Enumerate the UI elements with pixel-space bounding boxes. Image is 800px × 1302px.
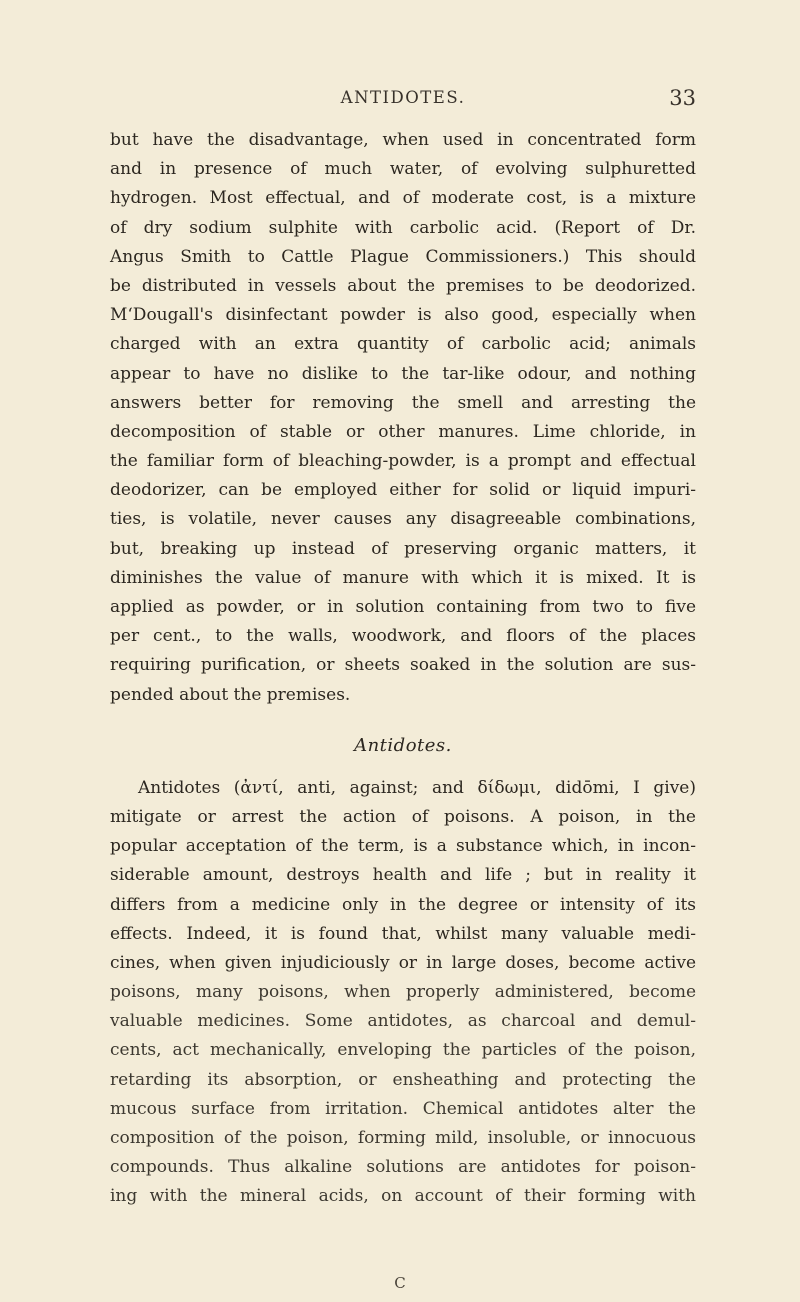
text-line: ing with the mineral acids, on account of their forming with [110,1186,696,1207]
text-line: siderable amount, destroys health and life ; but in reality it [110,865,696,886]
text-line: differs from a medicine only in the degree or intensity of its [110,894,696,915]
text-line: valuable medicines. Some antidotes, as charcoal and demul- [110,1011,696,1032]
running-head [110,88,696,116]
text-line: answers better for removing the smell and arresting the [110,392,696,413]
text-line: composition of the poison, forming mild, insoluble, or innocuous [110,1128,696,1148]
text-line: diminishes the value of manure with which it is mixed. It is [110,567,696,588]
section-heading: Antidotes. [354,734,452,756]
text-line: mucous surface from irritation. Chemical antidotes alter the [110,1098,696,1119]
signature-mark: C [394,1274,406,1292]
text-line: retarding its absorption, or ensheathing and protecting the [110,1069,696,1090]
paragraph-deodorizers [110,126,696,710]
body-text [110,126,696,1212]
text-line: and in presence of much water, of evolving sulphuretted [110,159,696,180]
text-line: cines, when given injudiciously or in large doses, become active [110,952,696,973]
text-line: poisons, many poisons, when properly administered, become [110,982,696,1003]
text-line: requiring purification, or sheets soaked in the solution are sus- [110,655,696,676]
text-line: but have the disadvantage, when used in concentrated form [110,130,696,150]
text-line: mitigate or arrest the action of poisons. A poison, in the [110,806,696,827]
text-line: Angus Smith to Cattle Plague Commissioners.) This should [110,246,696,267]
text-line: Antidotes (ἀντί, anti, against; and δίδωμι, didōmi, I give) [138,777,696,798]
text-line: applied as powder, or in solution containing from two to five [110,597,696,617]
running-title: ANTIDOTES. [340,88,466,107]
text-line: per cent., to the walls, woodwork, and floors of the places [110,626,696,647]
text-line: cents, act mechanically, enveloping the particles of the poison, [110,1040,696,1061]
text-line: compounds. Thus alkaline solutions are antidotes for poison- [110,1157,696,1178]
text-line: charged with an extra quantity of carbolic acid; animals [110,334,696,355]
text-line: of dry sodium sulphite with carbolic acid. (Report of Dr. [110,217,696,238]
text-line: ties, is volatile, never causes any disagreeable combinations, [110,509,696,530]
page-number: 33 [669,86,696,110]
text-line: appear to have no dislike to the tar-like odour, and nothing [110,363,696,384]
paragraph-antidotes [110,774,696,1212]
text-line: effects. Indeed, it is found that, whilst many valuable medi- [110,923,696,944]
text-line: the familiar form of bleaching-powder, is a prompt and effectual [110,451,696,472]
text-line: but, breaking up instead of preserving organic matters, it [110,538,696,559]
text-line: be distributed in vessels about the premises to be deodorized. [110,275,696,296]
text-line: popular acceptation of the term, is a substance which, in incon- [110,836,696,857]
text-line: pended about the premises. [110,684,351,705]
text-line: hydrogen. Most effectual, and of moderate cost, is a mixture [110,188,696,209]
text-line: deodorizer, can be employed either for solid or liquid impuri- [110,480,696,501]
text-line: decomposition of stable or other manures. Lime chloride, in [110,421,696,442]
text-line: M‘Dougall's disinfectant powder is also good, especially when [110,305,696,326]
